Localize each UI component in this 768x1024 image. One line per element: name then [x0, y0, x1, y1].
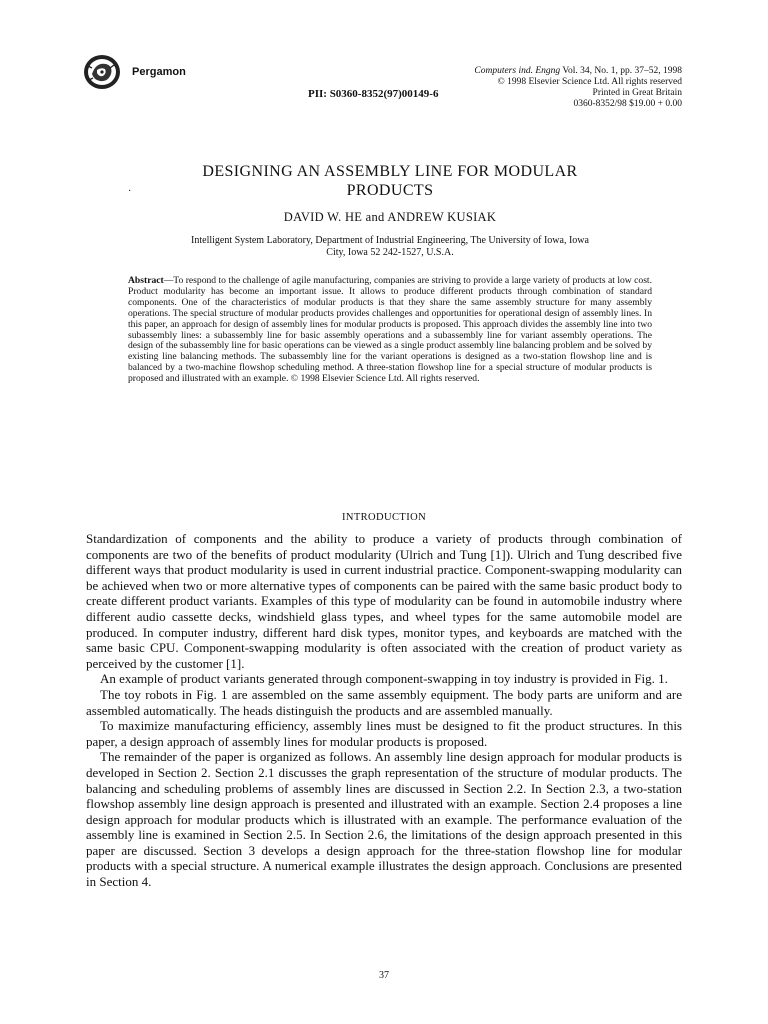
- paragraph: The remainder of the paper is organized as follows. An assembly line design approach for modular products is developed in Section 2. Section 2.1 discusses the graph representation of the structure of modular products. The balancing and scheduling problems of assembly lines are discussed in Section 2.2. In Section 2.3, a two-station flowshop assembly line design approach is presented and illustrated with an example. Section 2.4 proposes a line design approach for modular products which is illustrated with an example. The performance evaluation of the assembly line is examined in Section 2.5. In Section 2.6, the limitations of the design approach presented in this paper are discussed. Section 3 develops a design approach for the three-station flowshop line for modular products with a special structure. A numerical example illustrates the design approach. Conclusions are presented in Section 4.: [86, 749, 682, 890]
- paper-title: [100, 162, 680, 200]
- journal-name: Computers ind. Engng: [474, 66, 561, 76]
- pii-identifier: PII: S0360-8352(97)00149-6: [308, 88, 439, 100]
- abstract: [128, 276, 652, 385]
- abstract-label: Abstract: [128, 275, 164, 286]
- issn-price: 0360-8352/98 $19.00 + 0.00: [573, 99, 682, 109]
- paragraph: An example of product variants generated through component-swapping in toy industry is provided in Fig. 1.: [100, 671, 668, 687]
- paragraph: The toy robots in Fig. 1 are assembled on the same assembly equipment. The body parts are uniform and are assembled automatically. The heads distinguish the products and are assembled manually.: [86, 686, 682, 718]
- journal-volume: Vol. 34, No. 1, pp. 37–52, 1998: [562, 66, 682, 76]
- title-line-2: PRODUCTS: [346, 182, 434, 199]
- stray-mark: ·: [128, 186, 132, 197]
- page-number: 37: [379, 970, 389, 981]
- pergamon-logo-icon: [80, 52, 124, 92]
- body-text: [86, 531, 682, 890]
- journal-citation: [474, 66, 682, 77]
- affiliation-line-1: Intelligent System Laboratory, Department of Industrial Engineering, The University of Iowa, Iowa: [191, 235, 589, 246]
- affiliation: [128, 235, 652, 259]
- author-list: DAVID W. HE and ANDREW KUSIAK: [283, 210, 497, 224]
- section-heading-introduction: INTRODUCTION: [341, 512, 427, 523]
- journal-info: [474, 66, 682, 110]
- abstract-text: —To respond to the challenge of agile manufacturing, companies are striving to provide a large variety of products at low cost. Product modularity has become an important issue. It allows to produce different products through combination of standard components. One of the characteristics of modular products is that they share the same assembly structure for many assembly operations. The special structure of modular products provides challenges and opportunities for operational design of assembly lines. In this paper, an approach for design of assembly lines for modular products is proposed. This approach divides the assembly line into two subassembly lines: a subassembly line for basic assembly operations and a subassembly line for variant assembly operations. The design of the subassembly line for basic operations can be viewed as a single product assembly line balancing problem and be solved by existing line balancing methods. The subassembly line for the variant operations is designed as a two-station flowshop line and is balanced by a two-machine flowshop scheduling method. A three-station flowshop line for a special structure of modular products is proposed and illustrated with an example. © 1998 Elsevier Science Ltd. All rights reserved.: [128, 275, 652, 385]
- paragraph: To maximize manufacturing efficiency, assembly lines must be designed to fit the product structures. In this paper, a design approach of assembly lines for modular products is proposed.: [86, 718, 682, 749]
- title-line-1: DESIGNING AN ASSEMBLY LINE FOR MODULAR: [202, 163, 578, 180]
- printed-line: Printed in Great Britain: [592, 88, 682, 98]
- paragraph: Standardization of components and the ability to produce a variety of products through combination of components are two of the benefits of product modularity (Ulrich and Tung [1]). Ulrich and Tung described five different ways that product modularity is used in current industrial practice. Component-swapping modularity can be achieved when two or more alternative types of components can be paired with the same basic product body to create different product variants. Examples of this type of modularity can be found in automobile industry where different audio cassette decks, windshield glass types, and wheel types for the same automobile model are produced. In computer industry, different hard disk types, monitor types, and keyboards are matched with the same basic CPU. Component-swapping modularity is often associated with the creation of product variety as perceived by the customer [1].: [86, 531, 682, 671]
- publisher-name: Pergamon: [132, 66, 186, 78]
- affiliation-line-2: City, Iowa 52 242-1527, U.S.A.: [326, 247, 454, 258]
- copyright-line: © 1998 Elsevier Science Ltd. All rights reserved: [497, 77, 682, 87]
